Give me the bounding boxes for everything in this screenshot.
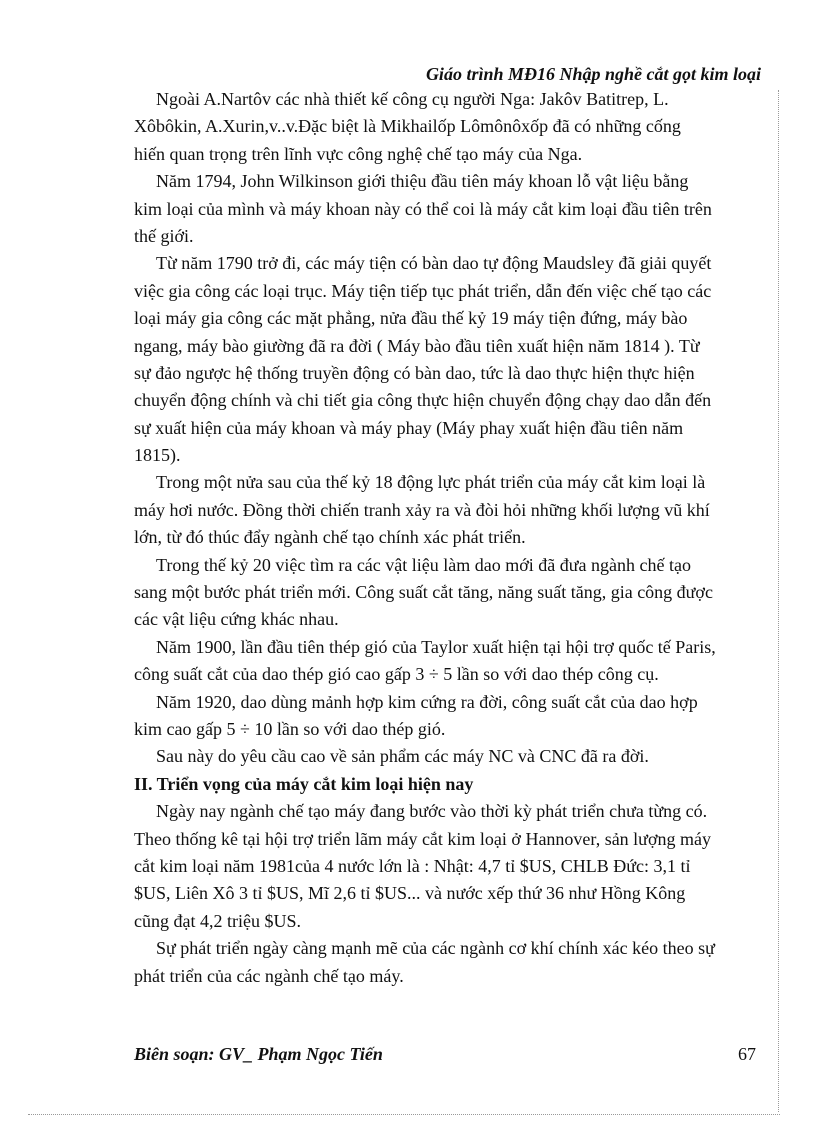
text-line: việc gia công các loại trục. Máy tiện tiếp tục phát triển, dẫn đến việc chế tạo các	[134, 280, 712, 301]
text-line: Ngày nay ngành chế tạo máy đang bước vào thời kỳ phát triển chưa từng có.	[156, 801, 708, 822]
text-line: kim cao gấp 5 ÷ 10 lần so với dao thép gió.	[134, 718, 446, 739]
footer-author: Biên soạn: GV_ Phạm Ngọc Tiến	[134, 1044, 383, 1064]
body-text	[134, 86, 754, 990]
text-line: các vật liệu cứng khác nhau.	[134, 609, 339, 630]
page-border-right	[778, 90, 779, 1112]
text-line: Năm 1900, lần đầu tiên thép gió của Taylor xuất hiện tại hội trợ quốc tế Paris,	[156, 636, 716, 657]
text-line: 1815).	[134, 445, 181, 466]
text-line: Ngoài A.Nartôv các nhà thiết kế công cụ người Nga: Jakôv Batitrep, L.	[156, 89, 669, 109]
text-line: Sau này do yêu cầu cao về sản phẩm các máy NC và CNC đã ra đời.	[156, 746, 649, 767]
text-line: Từ năm 1790 trở đi, các máy tiện có bàn dao tự động Maudsley đã giải quyết	[156, 253, 712, 274]
text-line: hiến quan trọng trên lĩnh vực công nghệ chế tạo máy của Nga.	[134, 143, 583, 164]
text-line: Sự phát triển ngày càng mạnh mẽ của các ngành cơ khí chính xác kéo theo sự	[156, 938, 715, 959]
text-line: Xôbôkin, A.Xurin,v..v.Đặc biệt là Mikhailốp Lômônôxốp đã có những cống	[134, 116, 681, 137]
text-line: kim loại của mình và máy khoan này có thể coi là máy cắt kim loại đầu tiên trên	[134, 198, 712, 219]
text-line: sự đảo ngược hệ thống truyền động có bàn dao, tức là dao thực hiện thực hiện	[134, 362, 695, 383]
text-line: thế giới.	[134, 225, 194, 246]
text-line: loại máy gia công các mặt phẳng, nửa đầu thế kỷ 19 máy tiện đứng, máy bào	[134, 308, 688, 329]
page-border-bottom	[28, 1114, 780, 1115]
text-line: Trong một nửa sau của thế kỷ 18 động lực phát triển của máy cắt kim loại là	[156, 472, 706, 493]
page-header-title: Giáo trình MĐ16 Nhập nghề cắt gọt kim loại	[425, 64, 761, 84]
text-line: cũng đạt 4,2 triệu $US.	[134, 910, 301, 931]
text-line: phát triển của các ngành chế tạo máy.	[134, 965, 404, 986]
text-line: sang một bước phát triển mới. Công suất cắt tăng, năng suất tăng, gia công được	[134, 582, 713, 603]
text-line: $US, Liên Xô 3 tỉ $US, Mĩ 2,6 tỉ $US... và nước xếp thứ 36 như Hồng Kông	[134, 883, 686, 904]
text-line: Trong thế kỷ 20 việc tìm ra các vật liệu làm dao mới đã đưa ngành chế tạo	[156, 554, 691, 575]
text-line: ngang, máy bào giường đã ra đời ( Máy bào đầu tiên xuất hiện năm 1814 ). Từ	[134, 335, 700, 356]
text-line: Năm 1794, John Wilkinson giới thiệu đầu tiên máy khoan lỗ vật liệu bằng	[156, 171, 689, 192]
text-line: sự xuất hiện của máy khoan và máy phay (Máy phay xuất hiện đầu tiên năm	[134, 417, 684, 438]
text-line: Năm 1920, dao dùng mảnh hợp kim cứng ra đời, công suất cắt của dao hợp	[156, 691, 698, 712]
text-line: lớn, từ đó thúc đẩy ngành chế tạo chính xác phát triển.	[134, 527, 526, 548]
text-line: cắt kim loại năm 1981của 4 nước lớn là : Nhật: 4,7 tỉ $US, CHLB Đức: 3,1 tỉ	[134, 855, 691, 876]
text-line: máy hơi nước. Đồng thời chiến tranh xảy ra và đòi hỏi những khối lượng vũ khí	[134, 499, 710, 520]
text-line: công suất cắt của dao thép gió cao gấp 3 ÷ 5 lần so với dao thép công cụ.	[134, 664, 659, 685]
text-line: chuyển động chính và chi tiết gia công thực hiện chuyển động chạy dao dẫn đến	[134, 390, 712, 411]
text-line: Theo thống kê tại hội trợ triển lãm máy cắt kim loại ở Hannover, sản lượng máy	[134, 828, 711, 849]
section-heading: II. Triển vọng của máy cắt kim loại hiện nay	[134, 773, 474, 794]
page-number: 67	[738, 1044, 756, 1064]
